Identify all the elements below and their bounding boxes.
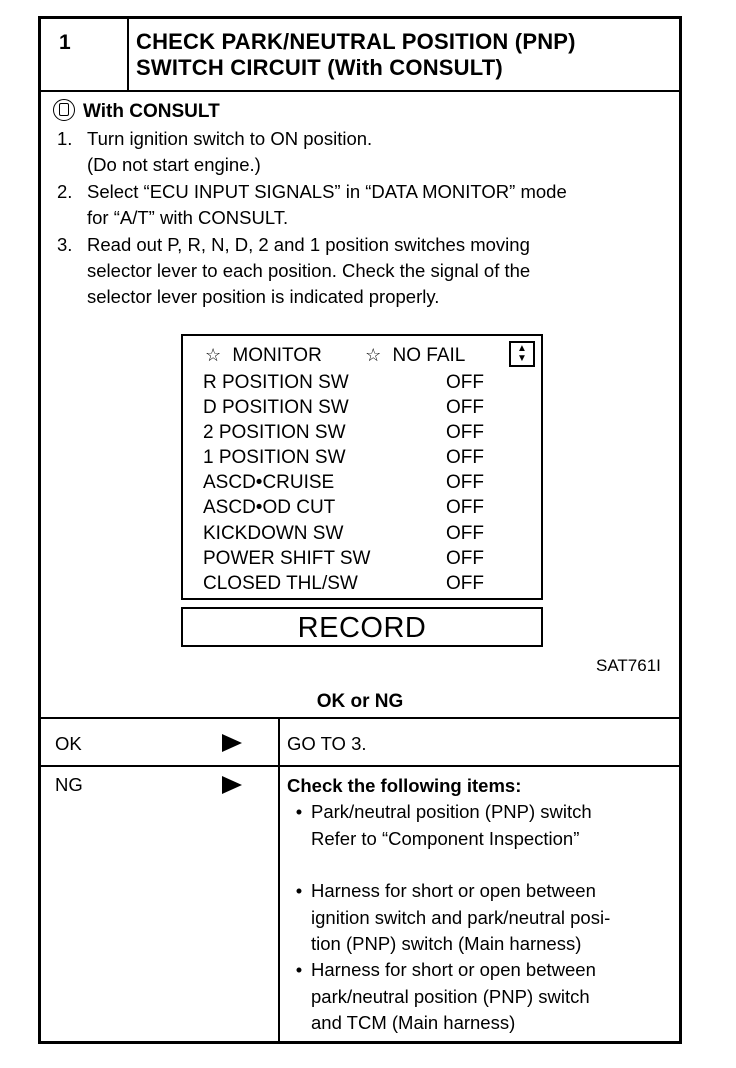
- result-heading: OK or NG: [316, 691, 404, 712]
- check-item-line: Harness for short or open between: [311, 880, 596, 902]
- monitor-value: OFF: [446, 522, 484, 544]
- monitor-item: R POSITION SW: [203, 372, 349, 393]
- ng-heading: Check the following items:: [287, 775, 522, 796]
- title-line-1: CHECK PARK/NEUTRAL POSITION (PNP): [136, 29, 576, 54]
- arrow-right-icon: [222, 734, 242, 752]
- step-line: selector lever position is indicated properly.: [87, 286, 440, 308]
- monitor-value: OFF: [446, 422, 484, 444]
- step-index: 3.: [57, 233, 73, 255]
- title-line-2: SWITCH CIRCUIT (With CONSULT): [136, 55, 503, 80]
- monitor-value: OFF: [446, 447, 484, 469]
- monitor-value: OFF: [446, 372, 484, 393]
- monitor-row: [203, 395, 484, 420]
- monitor-rows: [203, 370, 484, 596]
- monitor-item: POWER SHIFT SW: [203, 547, 371, 569]
- check-item-line: Park/neutral position (PNP) switch: [311, 801, 592, 823]
- monitor-row: [203, 495, 484, 520]
- consult-tool-icon: [53, 99, 75, 121]
- step-line: selector lever to each position. Check the signal of the: [87, 260, 531, 282]
- monitor-header: [205, 345, 465, 367]
- ng-action: [287, 773, 667, 1037]
- check-item-line: tion (PNP) switch (Main harness): [311, 933, 582, 955]
- check-item: [287, 799, 667, 852]
- monitor-item: ASCD•OD CUT: [203, 497, 336, 519]
- check-item-line: Harness for short or open between: [311, 959, 596, 981]
- column-divider: [278, 717, 280, 1044]
- step-line: Read out P, R, N, D, 2 and 1 position switches moving: [87, 233, 530, 255]
- data-monitor-screen: [181, 334, 543, 600]
- step-line: Turn ignition switch to ON position.: [87, 128, 373, 149]
- procedure-frame: [38, 16, 682, 1044]
- step-line: for “A/T” with CONSULT.: [87, 207, 289, 229]
- monitor-value: OFF: [446, 547, 484, 569]
- monitor-row: [203, 521, 484, 546]
- monitor-item: 1 POSITION SW: [203, 447, 346, 469]
- monitor-item: ASCD•CRUISE: [203, 472, 335, 494]
- instruction-steps: [57, 126, 667, 311]
- check-item-line: Refer to “Component Inspection”: [311, 827, 580, 849]
- star-icon: ☆: [205, 345, 222, 365]
- monitor-item: 2 POSITION SW: [203, 422, 346, 444]
- monitor-row: [203, 445, 484, 470]
- step-title: [136, 29, 576, 81]
- monitor-value: OFF: [446, 497, 484, 519]
- instruction-step: [57, 126, 667, 179]
- ok-label: OK: [55, 733, 82, 754]
- monitor-row: [203, 546, 484, 571]
- monitor-item: CLOSED THL/SW: [203, 572, 358, 594]
- monitor-value: OFF: [446, 397, 484, 419]
- monitor-item: KICKDOWN SW: [203, 522, 344, 544]
- consult-heading: [53, 99, 220, 123]
- monitor-value: OFF: [446, 472, 484, 494]
- check-item-line: ignition switch and park/neutral posi-: [311, 906, 611, 928]
- record-button[interactable]: RECORD: [181, 607, 543, 647]
- spacer: [287, 852, 667, 878]
- monitor-row: [203, 420, 484, 445]
- monitor-row: [203, 571, 484, 596]
- check-item: [287, 878, 667, 957]
- check-item-line: and TCM (Main harness): [311, 1012, 516, 1034]
- ok-action: GO TO 3.: [287, 733, 367, 754]
- monitor-title: MONITOR: [232, 345, 322, 366]
- bullet-icon: •: [295, 959, 303, 981]
- arrow-right-icon: [222, 776, 242, 794]
- monitor-value: OFF: [446, 572, 484, 594]
- monitor-row: [203, 470, 484, 495]
- step-number: 1: [41, 19, 129, 90]
- instruction-step: [57, 232, 667, 311]
- check-item-line: park/neutral position (PNP) switch: [311, 985, 590, 1007]
- scroll-updown-icon[interactable]: ▲ ▼: [509, 341, 535, 367]
- monitor-status: NO FAIL: [392, 345, 466, 366]
- step-header: [41, 19, 679, 92]
- check-item: [287, 957, 667, 1036]
- instruction-step: [57, 179, 667, 232]
- figure-id: SAT761I: [596, 656, 661, 675]
- divider: [41, 717, 679, 719]
- bullet-icon: •: [295, 801, 303, 823]
- ng-label: NG: [55, 774, 83, 795]
- step-line: Select “ECU INPUT SIGNALS” in “DATA MONITOR” mode: [87, 180, 567, 202]
- divider: [41, 765, 679, 767]
- consult-heading-text: With CONSULT: [83, 101, 220, 122]
- bullet-icon: •: [295, 880, 303, 902]
- monitor-row: [203, 370, 484, 395]
- step-line: (Do not start engine.): [87, 154, 261, 176]
- step-index: 2.: [57, 180, 73, 202]
- monitor-item: D POSITION SW: [203, 397, 349, 419]
- step-index: 1.: [57, 128, 73, 149]
- star-icon: ☆: [365, 345, 382, 365]
